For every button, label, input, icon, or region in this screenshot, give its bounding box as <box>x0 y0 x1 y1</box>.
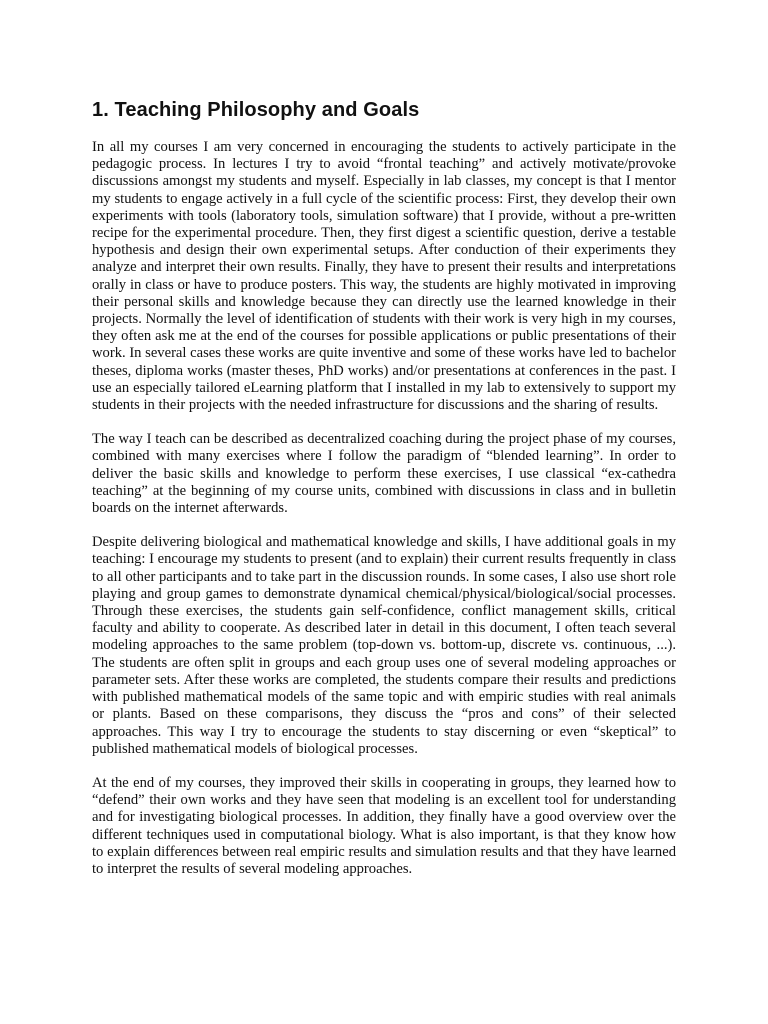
document-page <box>92 97 676 895</box>
paragraph-teaching-method: The way I teach can be described as decentralized coaching during the project phase of my courses, combined with many exercises where I follow the paradigm of “blended learning”. In order to deliver the basic skills and knowledge to perform these exercises, I use classical “ex-cathedra teaching” at the beginning of my course units, combined with discussions in class and in bulletin boards on the internet afterwards. <box>92 431 676 517</box>
section-heading: 1. Teaching Philosophy and Goals <box>92 99 420 121</box>
paragraph-course-outcomes: At the end of my courses, they improved their skills in cooperating in groups, they learned how to “defend” their own works and they have seen that modeling is an excellent tool for understanding and for investigating biological processes. In addition, they finally have a good overview over the different techniques used in computational biology. What is also important, is that they know how to explain differences between real empiric results and simulation results and that they have learned to interpret the results of several modeling approaches. <box>92 774 676 877</box>
paragraph-participation: In all my courses I am very concerned in encouraging the students to actively participate in the pedagogic process. In lectures I try to avoid “frontal teaching” and actively motivate/provoke discussions amongst my students and myself. Especially in lab classes, my concept is that I mentor my students to engage actively in a full cycle of the scientific process: First, they develop their own experiments with tools (laboratory tools, simulation software) that I provide, without a pre-written recipe for the experimental procedure. Then, they first digest a scientific question, derive a testable hypothesis and design their own experimental setups. After conduction of their experiments they analyze and interpret their own results. Finally, they have to present their results and interpretations orally in class or have to produce posters. This way, the students are highly motivated in improving their personal skills and knowledge because they can directly use the learned knowledge in their projects. Normally the level of identification of students with their work is very high in my courses, they often ask me at the end of the courses for possible applications or public presentations of their work. In several cases these works are quite inventive and some of these works have led to bachelor theses, diploma works (master theses, PhD works) and/or presentations at conferences in the past. I use an especially tailored eLearning platform that I installed in my lab to extensively to support my students in their projects with the needed infrastructure for discussions and the sharing of results. <box>92 139 676 414</box>
paragraph-additional-goals: Despite delivering biological and mathematical knowledge and skills, I have additional goals in my teaching: I encourage my students to present (and to explain) their current results frequently in class to all other participants and to take part in the discussion rounds. In some cases, I also use short role playing and group games to demonstrate dynamical chemical/physical/biological/social processes. Through these exercises, the students gain self-confidence, conflict management skills, critical faculty and ability to cooperate. As described later in detail in this document, I often teach several modeling approaches to the same problem (top-down vs. bottom-up, discrete vs. continuous, ...). The students are often split in groups and each group uses one of several modeling approaches or parameter sets. After these works are completed, the students compare their results and predictions with published mathematical models of the same topic and with empiric studies with real animals or plants. Based on these comparisons, they discuss the “pros and cons” of their selected approaches. This way I try to encourage the students to stay discerning or even “skeptical” to published mathematical models of biological processes. <box>92 534 676 757</box>
